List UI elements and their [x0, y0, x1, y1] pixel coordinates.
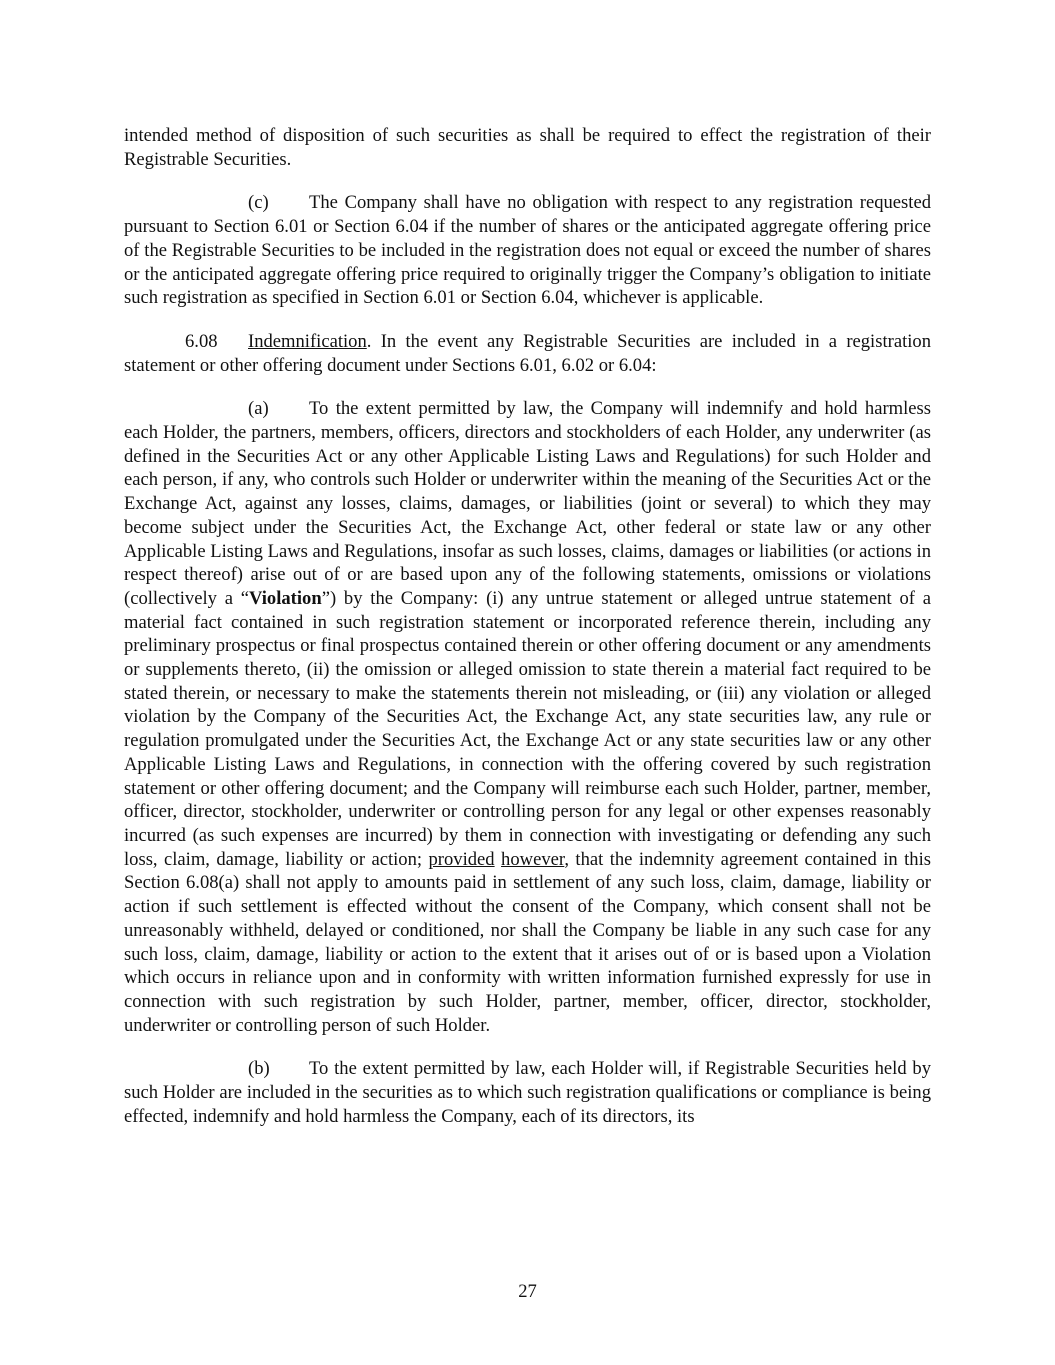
term-provided: provided	[428, 848, 495, 870]
defined-term-violation: Violation	[249, 587, 322, 609]
paragraph-text-part-1: To the extent permitted by law, the Company will indemnify and hold harmless each Holder, the partners, members, officers, directors and stockholders of each Holder, any underwriter (as defined in the Securities Act or any other Applicable Listing Laws and Regulations) for such Holder and each person, if any, who controls such Holder or underwriter within the meaning of the Securities Act or the Exchange Act, against any losses, claims, damages, or liabilities (joint or several) to which they may become subject under the Securities Act, the Exchange Act, other federal or state law or any other Applicable Listing Laws and Regulations, insofar as such losses, claims, damages or liabilities (or actions in respect thereof) arise out of or are based upon any of the following statements, omissions or violations (collectively a “	[124, 398, 931, 609]
paragraph-continuation	[124, 124, 931, 171]
paragraph-text: . In the event any Registrable Securities are included in a registration statement or other offering document under Sections 6.01, 6.02 or 6.04:	[124, 330, 931, 376]
paragraph-b-holder-indemnity	[124, 1057, 931, 1128]
paragraph-text: To the extent permitted by law, each Holder will, if Registrable Securities held by such Holder are included in the securities as to which such registration qualifications or compliance is being effected, indemnify and hold harmless the Company, each of its directors, its	[124, 1058, 931, 1127]
section-heading: Indemnification	[248, 330, 367, 352]
section-number: 6.08	[185, 330, 218, 352]
term-however: however	[501, 848, 565, 870]
paragraph-text-part-2: ”) by the Company: (i) any untrue statement or alleged untrue statement of a material fact contained in such registration statement or incorporated reference therein, including any preliminary prospectus or final prospectus contained therein or other offering document or any amendments or supplements thereto, (ii) the omission or alleged omission to state therein a material fact required to be stated therein, or necessary to make the statements therein not misleading, or (iii) any violation or alleged violation by the Company of the Securities Act, the Exchange Act, any state securities law, any rule or regulation promulgated under the Securities Act, the Exchange Act or any state securities law or any other Applicable Listing Laws and Regulations, in connection with the offering covered by such registration statement or other offering document; and the Company will reimburse each such Holder, partner, member, officer, director, stockholder, underwriter or controlling person for any legal or other expenses reasonably incurred (as such expenses are incurred) by them in connection with investigating or defending any such loss, claim, damage, liability or action;	[124, 587, 931, 870]
paragraph-text: The Company shall have no obligation with respect to any registration requested pursuant to Section 6.01 or Section 6.04 if the number of shares or the anticipated aggregate offering price of the Registrable Securities to be included in the registration does not equal or exceed the number of shares or the anticipated aggregate offering price required to originally trigger the Company’s obligation to initiate such registration as specified in Section 6.01 or Section 6.04, whichever is applicable.	[124, 192, 931, 309]
page-number: 27	[518, 1281, 537, 1302]
clause-label-b: (b)	[248, 1058, 270, 1080]
section-6-08-indemnification	[124, 330, 931, 377]
paragraph-text: intended method of disposition of such securities as shall be required to effect the registration of their Registrable Securities.	[124, 125, 931, 170]
paragraph-text-part-3: , that the indemnity agreement contained in this Section 6.08(a) shall not apply to amounts paid in settlement of any such loss, claim, damage, liability or action if such settlement is effected without the consent of the Company, which consent shall not be unreasonably withheld, delayed or conditioned, nor shall the Company be liable in any such case for any such loss, claim, damage, liability or action to the extent that it arises out of or is based upon a Violation which occurs in reliance upon and in conformity with written information furnished expressly for use in connection with such registration by such Holder, partner, member, officer, director, stockholder, underwriter or controlling person of such Holder.	[124, 848, 931, 1036]
clause-label-c: (c)	[248, 192, 269, 214]
document-page	[124, 124, 931, 1148]
paragraph-c-minimum-threshold	[124, 191, 931, 310]
clause-label-a: (a)	[248, 398, 269, 420]
paragraph-a-company-indemnity	[124, 397, 931, 1037]
